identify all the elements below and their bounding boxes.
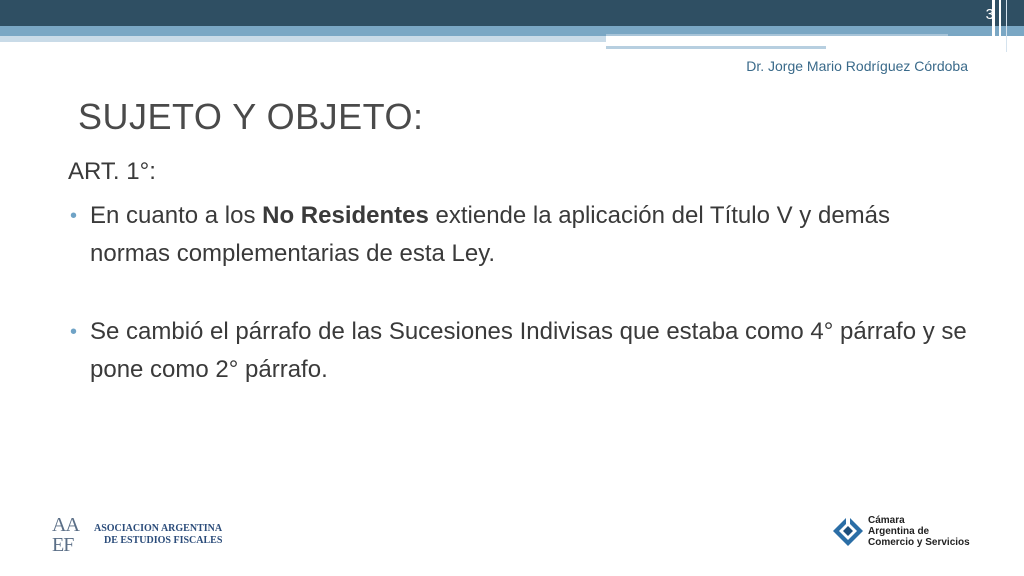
slide-title: SUJETO Y OBJETO: [78,96,424,137]
cac-logo-icon [832,515,864,547]
page-number: 3 [985,6,994,23]
author-name: Dr. Jorge Mario Rodríguez Córdoba [746,58,968,74]
bullet-text-after: extiende la aplicación del Título V y demás normas complementarias de esta Ley. [90,202,890,267]
header-stripe [606,34,948,46]
bullet-item [68,197,968,273]
bullet-list [68,197,968,429]
aaef-mark-top: AA [52,514,79,536]
aaef-mark-bottom: EF [52,534,74,556]
bullet-dot-icon: • [70,205,78,227]
aaef-name-line1: ASOCIACION ARGENTINA [94,523,223,534]
bullet-text: Se cambió el párrafo de las Sucesiones Indivisas que estaba como 4° párrafo y se pone como 2° párrafo. [90,318,967,383]
article-heading: ART. 1°: [68,158,156,185]
cac-name [868,515,970,548]
cac-name-line3: Comercio y Servicios [868,537,970,548]
cac-name-line1: Cámara [868,515,905,526]
header-bar [0,0,1024,26]
bullet-dot-icon: • [70,321,78,343]
bullet-text-bold: No Residentes [262,202,429,229]
header-divider [999,0,1001,52]
bullet-text-before: En cuanto a los [90,202,263,229]
header-light-band [0,36,610,42]
aaef-mark [52,515,94,559]
header-stripe-thin [606,46,826,49]
aaef-name-line2: DE ESTUDIOS FISCALES [104,535,223,546]
aaef-name [94,523,222,547]
cac-name-line2: Argentina de [868,526,930,537]
cac-logo [832,515,992,555]
bullet-item [68,313,968,389]
aaef-logo [52,515,252,559]
header-divider [1006,0,1007,52]
